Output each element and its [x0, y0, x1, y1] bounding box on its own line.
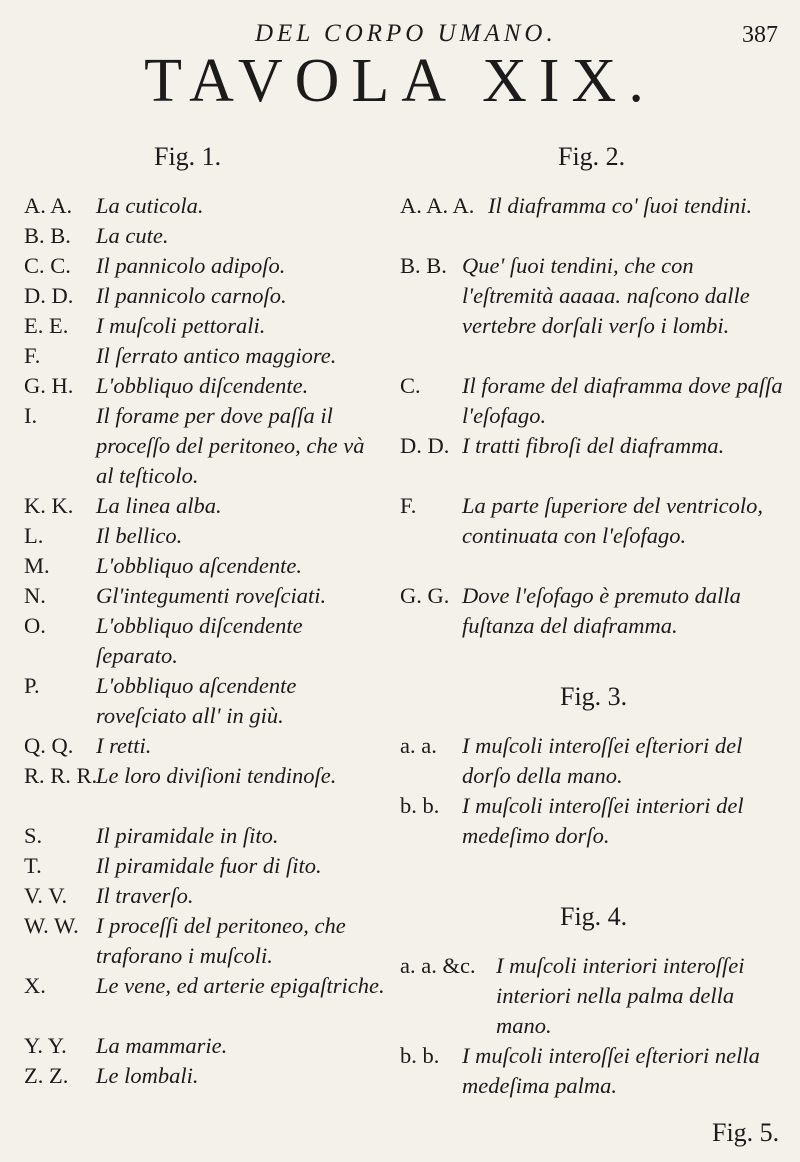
- figure-label: Fig. 4.: [560, 902, 628, 931]
- legend-text: L'obbliquo aſcendente roveſciato all' in giù.: [96, 673, 297, 728]
- legend-key: b. b.: [400, 793, 440, 818]
- legend-key: G. G.: [400, 583, 450, 608]
- legend-text: La parte ſuperiore del ventricolo, continuata con l'eſofago.: [462, 493, 763, 548]
- legend-key: T.: [24, 853, 42, 878]
- legend-text: La mammarie.: [96, 1033, 228, 1058]
- legend-text: I muſcoli interoſſei eſteriori nella medeſima palma.: [462, 1043, 760, 1098]
- legend-text: Il forame del diaframma dove paſſa l'eſofago.: [462, 373, 783, 428]
- legend-text: Il pannicolo carnoſo.: [96, 283, 287, 308]
- figure-label: Fig. 5.: [712, 1118, 780, 1147]
- legend-text: L'obbliquo diſcendente ſeparato.: [96, 613, 303, 668]
- legend-key: A. A.: [24, 193, 73, 218]
- legend-text: Le loro diviſioni tendinoſe.: [96, 763, 337, 788]
- legend-key: R. R. R.: [24, 763, 98, 788]
- legend-text: Il traverſo.: [96, 883, 194, 908]
- legend-key: M.: [24, 553, 50, 578]
- figure-label: Fig. 2.: [558, 142, 626, 171]
- legend-key: V. V.: [24, 883, 68, 908]
- legend-text: Gl'integumenti roveſciati.: [96, 583, 327, 608]
- legend-text: Le lombali.: [96, 1063, 199, 1088]
- legend-key: F.: [24, 343, 41, 368]
- legend-key: X.: [24, 973, 46, 998]
- legend-text: La cute.: [96, 223, 169, 248]
- legend-text: Il bellico.: [96, 523, 183, 548]
- legend-key: K. K.: [24, 493, 74, 518]
- legend-key: L.: [24, 523, 44, 548]
- legend-text: Le vene, ed arterie epigaſtriche.: [96, 973, 385, 998]
- legend-key: D. D.: [24, 283, 74, 308]
- legend-key: Z. Z.: [24, 1063, 69, 1088]
- page-number: 387: [742, 22, 778, 48]
- legend-text: Que' ſuoi tendini, che con l'eſtremità aaaaa. naſcono dalle vertebre dorſali verſo i lombi.: [462, 253, 750, 338]
- legend-key: S.: [24, 823, 43, 848]
- figure-label: Fig. 1.: [154, 142, 222, 171]
- legend-key: P.: [24, 673, 40, 698]
- legend-key: B. B.: [24, 223, 71, 248]
- legend-key: W. W.: [24, 913, 79, 938]
- legend-key: N.: [24, 583, 46, 608]
- legend-key: C. C.: [24, 253, 71, 278]
- legend-text: I muſcoli interoſſei eſteriori del dorſo della mano.: [462, 733, 743, 788]
- legend-key: A. A. A.: [400, 193, 475, 218]
- legend-text: Il piramidale in ſito.: [96, 823, 279, 848]
- legend-text: I proceſſi del peritoneo, che traforano i muſcoli.: [96, 913, 346, 968]
- legend-key: b. b.: [400, 1043, 440, 1068]
- legend-text: Il ſerrato antico maggiore.: [96, 343, 337, 368]
- legend-text: I tratti fibroſi del diaframma.: [462, 433, 725, 458]
- figure-label: Fig. 3.: [560, 682, 628, 711]
- legend-key: B. B.: [400, 253, 447, 278]
- legend-text: L'obbliquo diſcendente.: [96, 373, 309, 398]
- plate-title: TAVOLA XIX.: [144, 47, 656, 115]
- legend-text: L'obbliquo aſcendente.: [96, 553, 303, 578]
- legend-key: I.: [24, 403, 38, 428]
- legend-text: Il diaframma co' ſuoi tendini.: [488, 193, 753, 218]
- legend-key: O.: [24, 613, 46, 638]
- legend-key: a. a. &c.: [400, 953, 476, 978]
- legend-key: Q. Q.: [24, 733, 74, 758]
- legend-key: E. E.: [24, 313, 69, 338]
- legend-key: F.: [400, 493, 417, 518]
- legend-key: Y. Y.: [24, 1033, 67, 1058]
- legend-text: La cuticola.: [96, 193, 204, 218]
- legend-key: G. H.: [24, 373, 74, 398]
- legend-text: Il forame per dove paſſa il proceſſo del peritoneo, che và al teſticolo.: [96, 403, 365, 488]
- legend-key: a. a.: [400, 733, 437, 758]
- legend-text: I retti.: [96, 733, 152, 758]
- legend-text: I muſcoli interiori interoſſei interiori nella palma della mano.: [496, 953, 745, 1038]
- legend-text: La linea alba.: [96, 493, 222, 518]
- legend-text: Il piramidale fuor di ſito.: [96, 853, 322, 878]
- legend-key: D. D.: [400, 433, 450, 458]
- legend-text: I muſcoli interoſſei interiori del medeſimo dorſo.: [462, 793, 744, 848]
- legend-text: I muſcoli pettorali.: [96, 313, 266, 338]
- legend-text: Il pannicolo adipoſo.: [96, 253, 286, 278]
- legend-text: Dove l'eſofago è premuto dalla fuſtanza del diaframma.: [462, 583, 741, 638]
- running-title: DEL CORPO UMANO.: [255, 20, 557, 47]
- legend-key: C.: [400, 373, 421, 398]
